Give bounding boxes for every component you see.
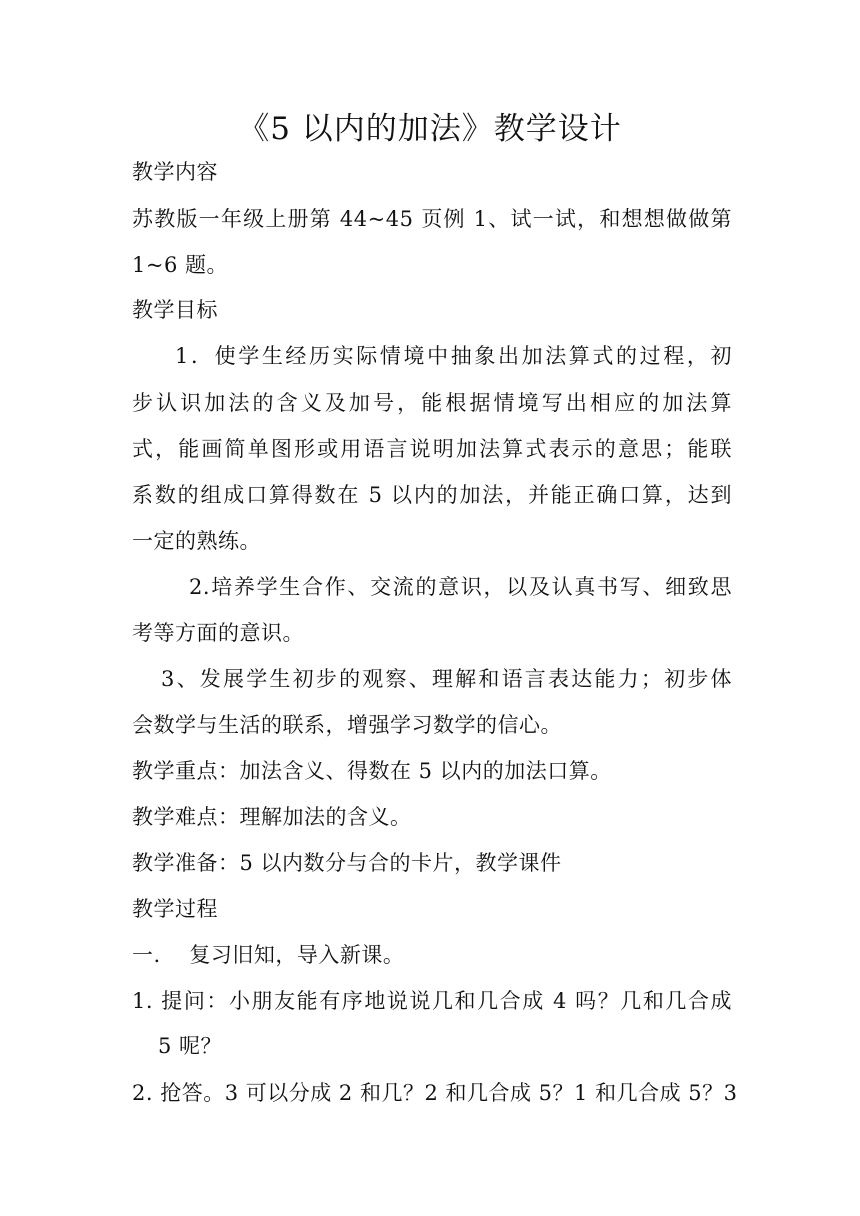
paragraph-line: 会数学与生活的联系，增强学习数学的信心。 xyxy=(132,713,562,737)
list-item-one-continuation: 5 呢？ xyxy=(158,1034,223,1058)
paragraph-line: 3、发展学生初步的观察、理解和语言表达能力；初步体 xyxy=(161,667,732,691)
paragraph-line: 苏教版一年级上册第 44~45 页例 1、试一试，和想想做做第 xyxy=(132,207,732,231)
heading-teaching-goals: 教学目标 xyxy=(132,298,218,322)
paragraph-line: 考等方面的意识。 xyxy=(132,621,304,645)
heading-teaching-process: 教学过程 xyxy=(132,897,218,921)
teaching-preparation: 教学准备：5 以内数分与合的卡片，教学课件 xyxy=(132,851,562,875)
paragraph-line: 2.培养学生合作、交流的意识，以及认真书写、细致思 xyxy=(189,575,732,599)
paragraph-line: 1~6 题。 xyxy=(132,253,228,277)
paragraph-line: 式，能画简单图形或用语言说明加法算式表示的意思；能联 xyxy=(132,437,732,461)
teaching-difficulty: 教学难点：理解加法的含义。 xyxy=(132,805,412,829)
document-title: 《5 以内的加法》教学设计 xyxy=(238,111,622,147)
paragraph-line: 一定的熟练。 xyxy=(132,529,261,553)
paragraph-line: 步认识加法的含义及加号，能根据情境写出相应的加法算 xyxy=(132,391,732,415)
heading-teaching-content: 教学内容 xyxy=(132,160,218,184)
paragraph-line: 1．使学生经历实际情境中抽象出加法算式的过程，初 xyxy=(175,344,732,368)
list-item-two: 2. 抢答。3 可以分成 2 和几？2 和几合成 5？1 和几合成 5？3 xyxy=(132,1081,738,1105)
teaching-focus: 教学重点：加法含义、得数在 5 以内的加法口算。 xyxy=(132,759,612,783)
paragraph-line: 系数的组成口算得数在 5 以内的加法，并能正确口算，达到 xyxy=(132,483,732,507)
section-heading-one: 一. 复习旧知，导入新课。 xyxy=(132,943,405,967)
list-item-one: 1. 提问：小朋友能有序地说说几和几合成 4 吗？几和几合成 xyxy=(132,989,732,1013)
